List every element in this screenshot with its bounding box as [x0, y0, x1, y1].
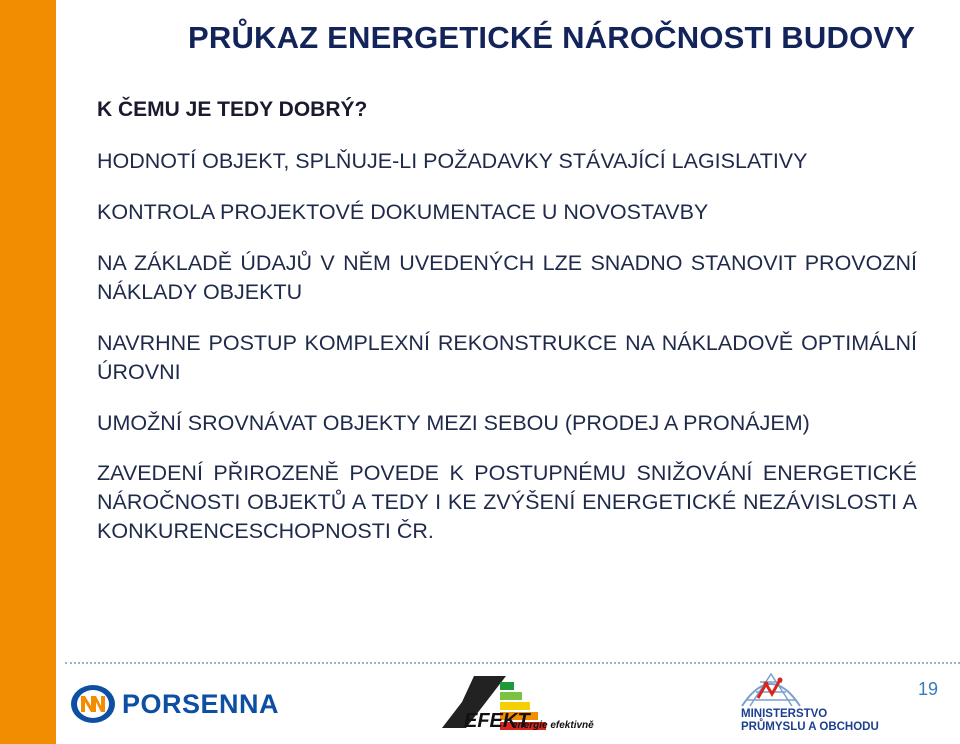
point-3: NA ZÁKLADĚ ÚDAJŮ V NĚM UVEDENÝCH LZE SNADNO STANOVIT PROVOZNÍ NÁKLADY OBJEKTU: [97, 251, 917, 304]
porsenna-logo-icon: [70, 684, 116, 724]
porsenna-logo-text: PORSENNA: [122, 688, 280, 719]
ministry-logo-line2: PRŮMYSLU A OBCHODU: [741, 721, 879, 733]
ministry-logo-icon: [736, 668, 806, 708]
efekt-logo-text: EFEKT: [464, 710, 530, 732]
porsenna-logo: [70, 684, 279, 724]
page-number: 19: [918, 679, 939, 699]
point-1: HODNOTÍ OBJEKT, SPLŇUJE-LI POŽADAVKY STÁVAJÍCÍ LAGISLATIVY: [97, 149, 808, 173]
point-2: KONTROLA PROJEKTOVÉ DOKUMENTACE U NOVOSTAVBY: [97, 200, 709, 224]
ministry-logo-text: [741, 708, 879, 734]
footer-divider: [65, 662, 960, 664]
point-5: UMOŽNÍ SROVNÁVAT OBJEKTY MEZI SEBOU (PRODEJ A PRONÁJEM): [97, 411, 810, 435]
orange-side-bar: [0, 0, 56, 744]
slide-subtitle: K ČEMU JE TEDY DOBRÝ?: [97, 98, 368, 121]
slide-title: PRŮKAZ ENERGETICKÉ NÁROČNOSTI BUDOVY: [188, 20, 916, 55]
point-4: NAVRHNE POSTUP KOMPLEXNÍ REKONSTRUKCE NA NÁKLADOVĚ OPTIMÁLNÍ ÚROVNI: [97, 331, 917, 384]
efekt-logo-subtext: energie efektivně: [512, 720, 594, 731]
point-6: ZAVEDENÍ PŘIROZENĚ POVEDE K POSTUPNÉMU SNIŽOVÁNÍ ENERGETICKÉ NÁROČNOSTI OBJEKTŮ A TEDY I KE ZVÝŠENÍ ENERGETICKÉ NEZÁVISLOSTI A KONKURENCESCHOPNOSTI ČR.: [97, 461, 917, 543]
ministry-logo-line1: MINISTERSTVO: [741, 708, 828, 720]
